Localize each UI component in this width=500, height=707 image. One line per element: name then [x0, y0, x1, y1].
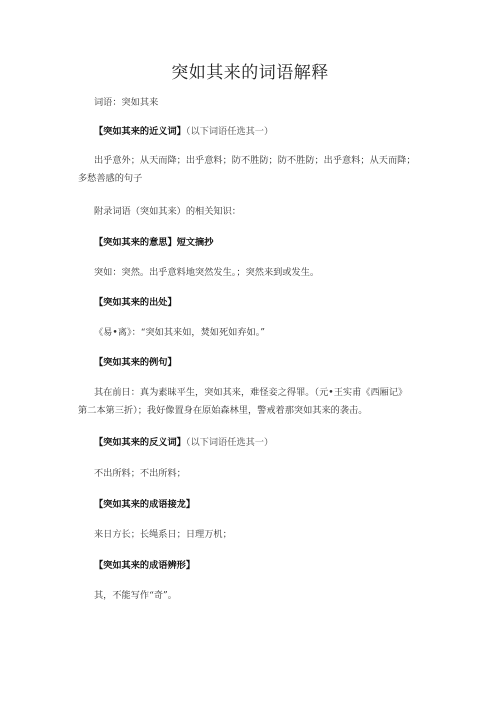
synonym-list-line-1: 出乎意外；从天而降；出乎意料；防不胜防；防不胜防；出乎意料；从天而降；: [94, 155, 416, 166]
meaning-heading: 【突如其来的意思】: [94, 237, 177, 248]
example-heading-text: 【突如其来的例句】: [94, 357, 177, 368]
synonym-note: （以下词语任选其一）: [185, 126, 274, 137]
origin-heading: [94, 296, 434, 309]
antonym-heading-line: [94, 436, 434, 449]
origin-heading-text: 【突如其来的出处】: [94, 297, 177, 308]
chain-heading: [94, 498, 434, 511]
synonym-heading: 【突如其来的近义词】: [94, 126, 186, 137]
meaning-heading-line: [94, 236, 434, 249]
antonym-note: （以下词语任选其一）: [185, 437, 274, 448]
meaning-note: 短文摘抄: [176, 237, 214, 248]
synonym-list-line-2: 多愁善感的句子: [78, 173, 143, 184]
distinguish-heading: [94, 559, 434, 572]
page-title: 突如其来的词语解释: [171, 63, 329, 83]
word-line: 词语：突如其来: [94, 97, 159, 108]
synonym-heading-line: [94, 125, 434, 138]
distinguish-text: 其，不能写作“奇”。: [94, 590, 177, 601]
example-text-line-1: 其在前日：真为素昧平生，突如其来，难怪妾之得罪。（元•王实甫《西厢记》: [94, 387, 408, 398]
antonym-heading: 【突如其来的反义词】: [94, 437, 186, 448]
distinguish-heading-text: 【突如其来的成语辨形】: [94, 560, 196, 571]
chain-text: 来日方长；长绳系日；日理万机；: [94, 529, 232, 540]
chain-heading-text: 【突如其来的成语接龙】: [94, 499, 196, 510]
meaning-text: 突如：突然。出乎意料地突然发生。；突然来到或发生。: [94, 267, 320, 278]
example-heading: [94, 356, 434, 369]
origin-text: 《易•离》：“突如其来如，焚如死如弃如。”: [94, 327, 265, 338]
antonym-text: 不出所料；不出所料；: [94, 468, 186, 479]
appendix-line: 附录词语（突如其来）的相关知识：: [94, 206, 241, 217]
example-text-line-2: 第二本第三折）；我好像置身在原始森林里，警戒着那突如其来的袭击。: [78, 405, 368, 416]
